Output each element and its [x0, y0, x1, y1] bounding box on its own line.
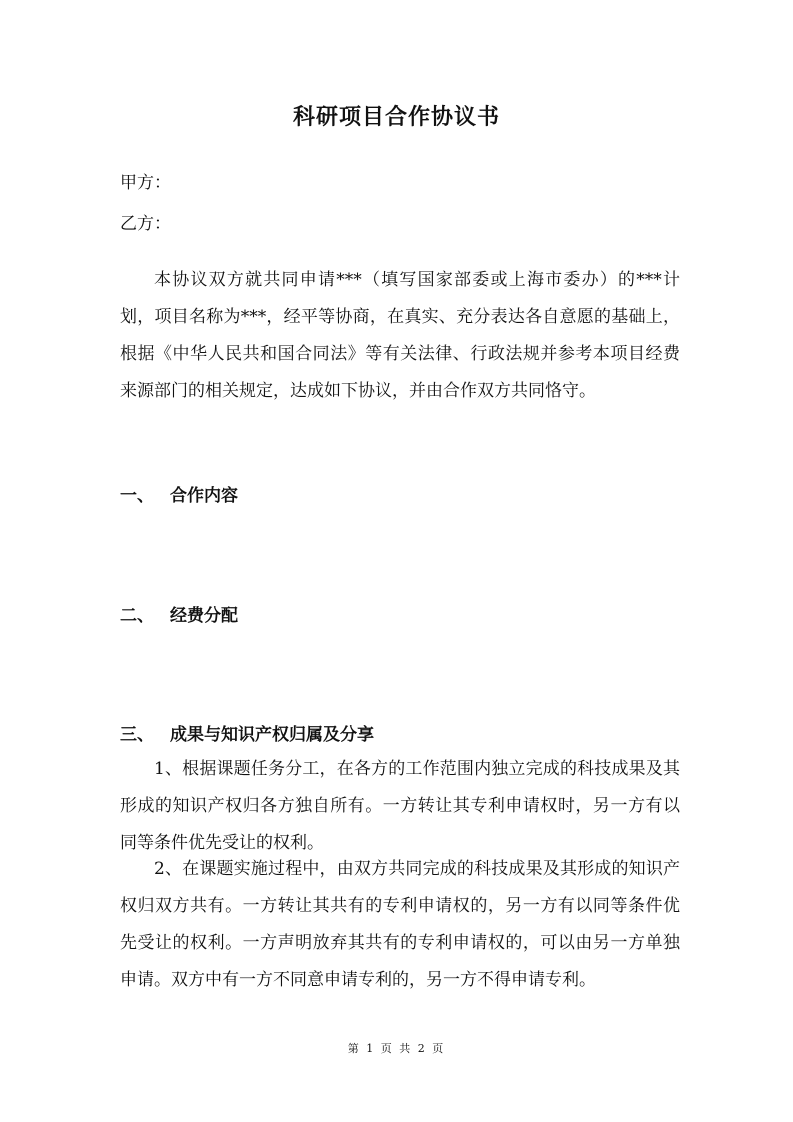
intro-paragraph: 本协议双方就共同申请***（填写国家部委或上海市委办）的***计划，项目名称为***，经平等协商，在真实、充分表达各自意愿的基础上，根据《中华人民共和国合同法》等有关法律、行政法规并参考本项目经费来源部门的相关规定，达成如下协议，并由合作双方共同恪守。: [120, 270, 680, 401]
section-heading-ip: [120, 720, 374, 745]
party-b-label: 乙方：: [120, 214, 171, 234]
party-a-label: 甲方：: [120, 173, 171, 193]
section-title: 成果与知识产权归属及分享: [170, 725, 374, 745]
section-heading-cooperation: [120, 481, 238, 506]
section-title: 经费分配: [170, 606, 238, 626]
section-title: 合作内容: [170, 486, 238, 506]
document-title: 科研项目合作协议书: [292, 105, 500, 130]
page-footer: 第 1 页 共 2 页: [347, 1042, 446, 1055]
clause-paragraph: 2、在课题实施过程中，由双方共同完成的科技成果及其形成的知识产权归双方共有。一方转让其共有的专利申请权的，另一方有以同等条件优先受让的权利。一方声明放弃其共有的专利申请权的，可以由另一方单独申请。双方中有一方不同意申请专利的，另一方不得申请专利。: [120, 859, 680, 990]
section-heading-funding: [120, 601, 238, 626]
section-number: 二、: [120, 606, 154, 626]
section-number: 三、: [120, 725, 154, 745]
clause-paragraph: 1、根据课题任务分工，在各方的工作范围内独立完成的科技成果及其形成的知识产权归各方独自所有。一方转让其专利申请权时，另一方有以同等条件优先受让的权利。: [120, 759, 680, 853]
section-number: 一、: [120, 486, 154, 506]
